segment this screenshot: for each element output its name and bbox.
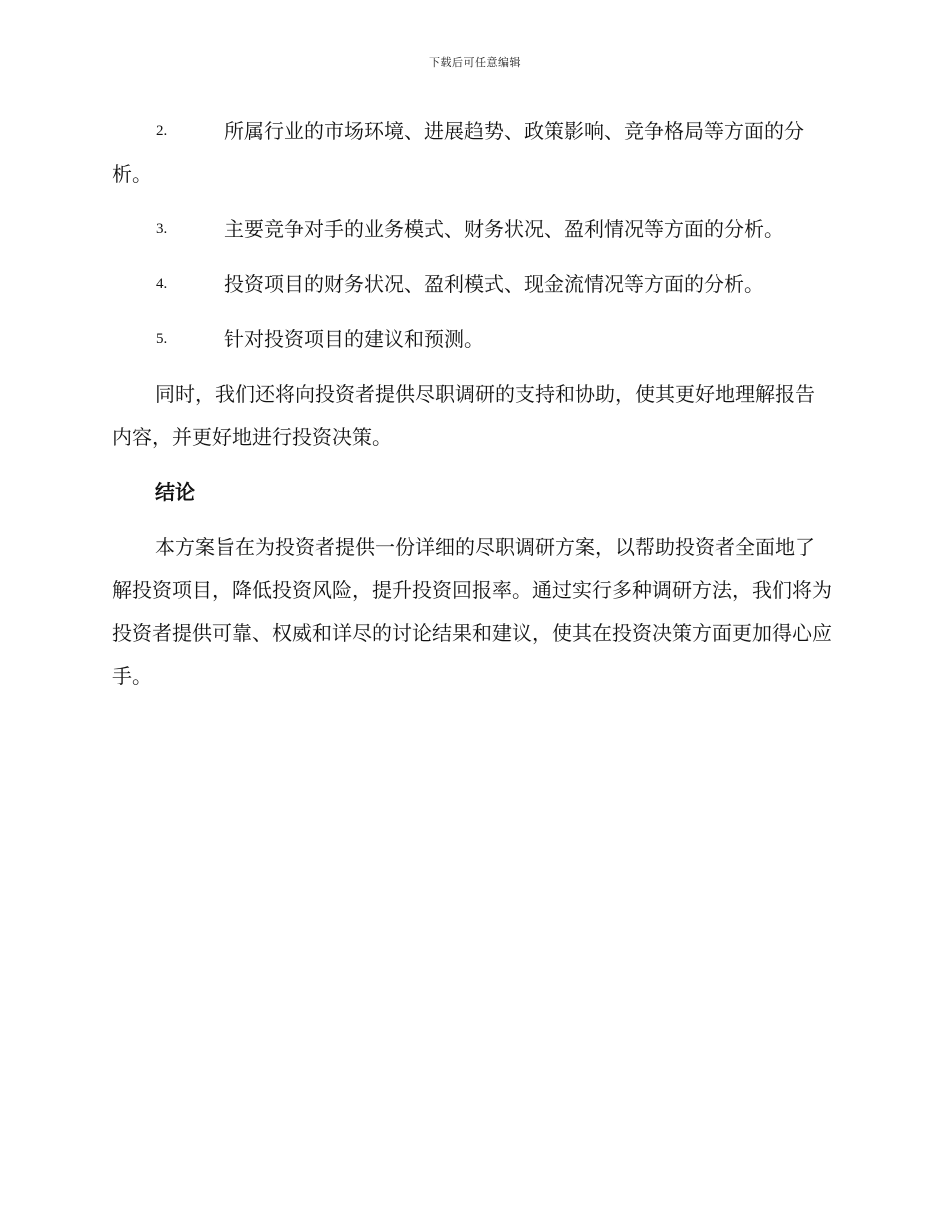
list-item-number: 4. (156, 276, 168, 292)
page-header-note: 下载后可任意编辑 (429, 56, 521, 69)
list-item (112, 110, 834, 196)
support-paragraph: 同时，我们还将向投资者提供尽职调研的支持和协助，使其更好地理解报告内容，并更好地进行投资决策。 (112, 382, 815, 449)
list-item-text: 主要竞争对手的业务模式、财务状况、盈利情况等方面的分析。 (224, 217, 784, 241)
list-item-number: 2. (156, 123, 168, 139)
list-item-text: 所属行业的市场环境、进展趋势、政策影响、竞争格局等方面的分析。 (112, 119, 804, 186)
conclusion-heading: 结论 (155, 480, 195, 504)
list-item-number: 3. (156, 221, 168, 237)
list-item-text: 投资项目的财务状况、盈利模式、现金流情况等方面的分析。 (224, 272, 764, 296)
list-item (112, 318, 834, 361)
conclusion-paragraph: 本方案旨在为投资者提供一份详细的尽职调研方案，以帮助投资者全面地了解投资项目，降低投资风险，提升投资回报率。通过实行多种调研方法，我们将为投资者提供可靠、权威和详尽的讨论结果和建议，使其在投资决策方面更加得心应手。 (112, 535, 832, 688)
document-body (112, 110, 834, 710)
list-item (112, 208, 834, 251)
list-item-number: 5. (156, 331, 168, 347)
list-item-text: 针对投资项目的建议和预测。 (224, 327, 484, 351)
list-item (112, 263, 834, 306)
